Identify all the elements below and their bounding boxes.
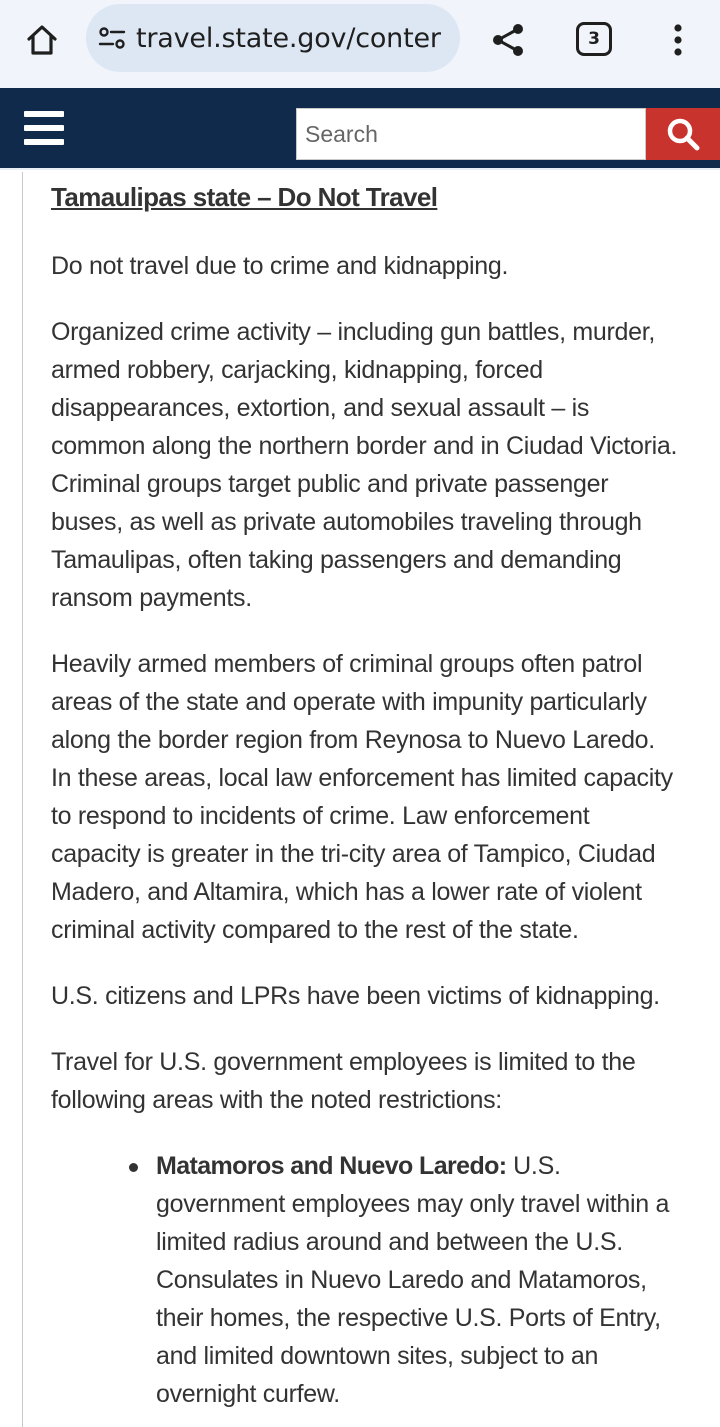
search-icon bbox=[665, 116, 701, 152]
home-icon bbox=[24, 22, 60, 58]
site-settings-icon[interactable] bbox=[98, 24, 126, 52]
bullet-icon bbox=[129, 1163, 138, 1172]
search-input[interactable] bbox=[296, 108, 646, 160]
list-item-text: U.S. government employees may only travel within a limited radius around and between the U.S. Consulates in Nuevo Laredo and Matamoros, their homes, the respective U.S. Ports of Entry, and limited downtown sites, subject to an overnight curfew. bbox=[156, 1152, 670, 1408]
url-text[interactable]: travel.state.gov/conter bbox=[136, 22, 441, 54]
share-button[interactable] bbox=[486, 18, 530, 62]
paragraph: Do not travel due to crime and kidnapping. bbox=[51, 252, 509, 280]
search-button[interactable] bbox=[646, 108, 720, 160]
list-item-label: Matamoros and Nuevo Laredo: bbox=[156, 1152, 507, 1180]
tab-count: 3 bbox=[588, 29, 600, 49]
home-button[interactable] bbox=[20, 18, 64, 62]
list-item bbox=[156, 1147, 681, 1413]
site-header bbox=[0, 88, 720, 170]
paragraph: U.S. citizens and LPRs have been victims of kidnapping. bbox=[51, 982, 660, 1010]
menu-icon[interactable] bbox=[24, 108, 64, 148]
browser-toolbar bbox=[0, 0, 720, 88]
share-icon bbox=[489, 21, 527, 59]
browser-menu-button[interactable] bbox=[660, 18, 696, 62]
article-content bbox=[22, 172, 720, 1427]
tab-switcher-button[interactable] bbox=[576, 22, 612, 56]
paragraph: Organized crime activity – including gun battles, murder, armed robbery, carjacking, kidnapping, forced disappearances, extortion, and sexual assault – is common along the northern border and in Ciudad Victoria. Criminal groups target public and private passenger buses, as well as private automobiles traveling through Tamaulipas, often taking passengers and demanding ransom payments. bbox=[51, 318, 678, 612]
restrictions-list bbox=[51, 1147, 681, 1413]
address-bar[interactable] bbox=[86, 4, 460, 72]
paragraph: Heavily armed members of criminal groups often patrol areas of the state and operate with impunity particularly along the border region from Reynosa to Nuevo Laredo. In these areas, local law enforcement has limited capacity to respond to incidents of crime. Law enforcement capacity is greater in the tri-city area of Tampico, Ciudad Madero, and Altamira, which has a lower rate of violent criminal activity compared to the rest of the state. bbox=[51, 650, 673, 944]
more-vert-icon bbox=[672, 23, 684, 57]
paragraph: Travel for U.S. government employees is limited to the following areas with the noted restrictions: bbox=[51, 1048, 636, 1114]
section-title-link[interactable]: Tamaulipas state – Do Not Travel bbox=[51, 182, 438, 212]
